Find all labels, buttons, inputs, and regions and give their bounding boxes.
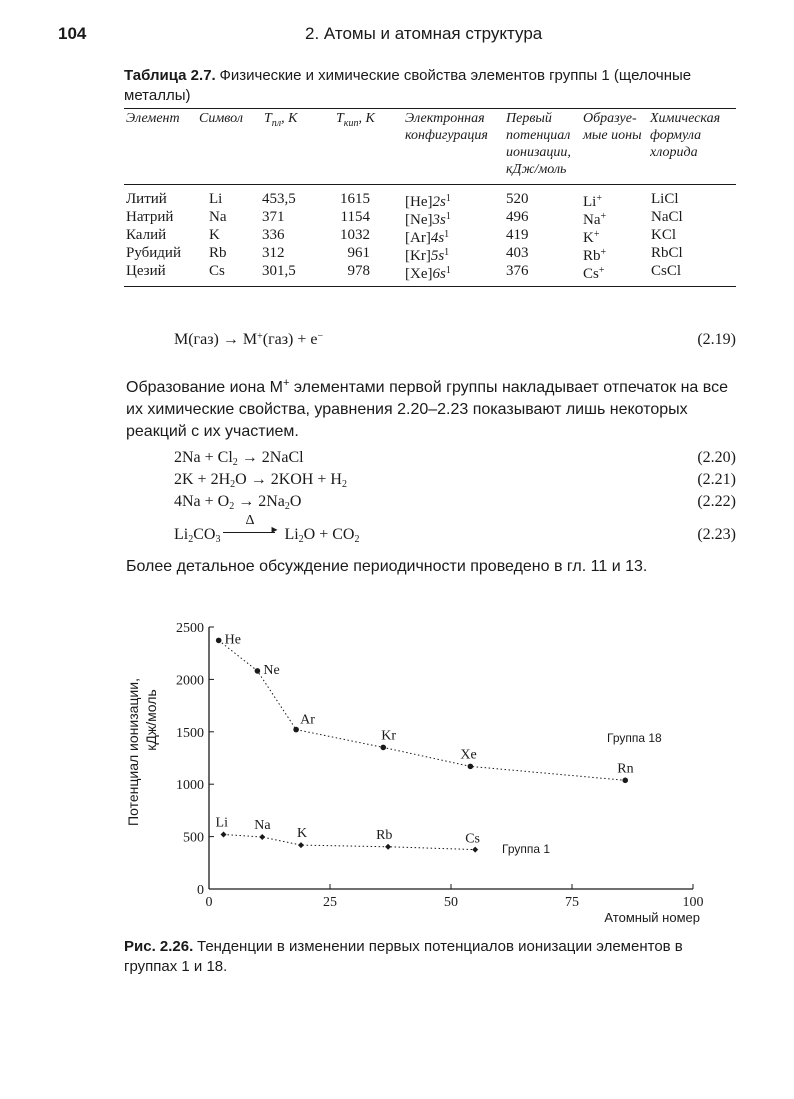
cell-symbol: K [209,227,220,243]
paragraph: Более детальное обсуждение периодичности проведено в гл. 11 и 13. [126,558,648,575]
data-point [385,844,391,850]
cell-tb: 978 [347,263,370,279]
data-point [293,727,299,733]
cell-ie: 419 [506,227,529,243]
y-axis-label: Потенциал ионизации, [125,678,141,826]
equation-number: (2.23) [697,526,736,543]
page-number: 104 [58,24,87,43]
table-header-rule [124,184,736,185]
chart-axes [209,627,693,889]
series-name-label: Группа 18 [607,731,662,745]
point-label: Kr [381,728,397,744]
cell-element: Калий [126,227,167,243]
x-tick-label: 75 [565,895,579,910]
series-group-1 [216,816,551,856]
cell-element: Рубидий [126,245,181,261]
table-caption [124,66,738,106]
series-group-18 [216,632,662,783]
cell-tb: 1154 [340,209,370,225]
y-tick-label: 2500 [176,621,204,636]
cell-ion: K+ [583,229,600,246]
equation-number: (2.22) [697,493,736,510]
point-label: Li [215,815,228,831]
col-header-tb: $T_{кип}$, K [336,111,375,129]
col-header-tm: $T_{пл}$, K [264,111,298,129]
x-tick-label: 25 [323,895,337,910]
cell-symbol: Na [209,209,227,225]
data-point [259,834,265,840]
cell-element: Натрий [126,209,174,225]
cell-ion: Li+ [583,193,602,210]
cell-tm: 453,5 [262,191,296,207]
table-top-rule [124,108,736,109]
col-header-element: Элемент [126,111,180,126]
cell-symbol: Li [209,191,223,207]
data-point [380,745,386,751]
data-point [216,638,222,644]
data-point [622,778,628,784]
data-point [255,668,261,674]
series-line [219,640,626,780]
y-tick-label: 1500 [176,725,204,741]
y-tick-label: 1000 [176,778,204,794]
point-label: He [224,632,242,648]
data-point [468,764,474,770]
table-label: Таблица 2.7. [124,67,216,84]
paragraph: Образование иона M+ элементами первой группы накладывает отпечаток на все их химические свойства, уравнения 2.20–2.23 показывают лишь некоторых реакций с их участием. [126,377,728,440]
cell-tm: 301,5 [262,263,296,279]
point-label: Rb [376,827,393,843]
cell-ion: Na+ [583,211,607,228]
point-label: K [296,826,308,842]
chart-ticks [176,621,704,910]
cell-chloride: CsCl [651,263,682,279]
cell-config: $[Ar]4s^1$ [405,229,450,246]
cell-tb: 1615 [340,191,370,207]
cell-config: $[Ne]3s^1$ [405,211,451,228]
cell-tb: 1032 [340,227,370,243]
cell-tm: 312 [262,245,285,261]
equation-2-19: M(газ) → M+(газ) + e− [174,331,324,348]
cell-symbol: Cs [209,263,225,279]
cell-ie: 520 [506,191,529,207]
col-header-symbol: Символ [199,111,243,126]
table-caption-text: Физические и химические свойства элементов группы 1 (щелочные металлы) [124,67,692,104]
series-line [224,835,476,850]
col-header-config: Электронная конфигурация [405,111,488,143]
equation-number: (2.20) [697,449,736,466]
y-tick-label: 0 [197,883,204,898]
data-point [472,847,478,853]
point-label: Xe [460,747,477,763]
equation-number: (2.19) [697,331,736,348]
x-tick-label: 50 [444,895,458,910]
y-tick-label: 2000 [176,673,204,689]
cell-config: $[Xe]6s^1$ [405,265,451,282]
point-label: Rn [617,761,634,777]
cell-config: $[Kr]5s^1$ [405,247,450,264]
cell-tm: 371 [262,209,285,225]
chart-series [216,632,663,856]
equation-2-23: $Li_2CO_3$ Δ ▸ $Li_2O + CO_2$ [174,513,360,545]
x-axis-label: Атомный номер [604,910,700,925]
point-label: Ne [263,662,280,678]
cell-ie: 403 [506,245,529,261]
delta-symbol: Δ [245,513,255,528]
figure-label: Рис. 2.26. [124,938,194,955]
cell-ion: Cs+ [583,265,605,282]
series-name-label: Группа 1 [502,842,551,856]
data-point [221,832,227,838]
point-label: Cs [465,831,480,847]
equation-2-20: $2Na + Cl_2$ → 2NaCl [174,449,304,468]
x-tick-label: 0 [205,895,213,910]
x-tick-label: 100 [682,895,704,910]
cell-chloride: KCl [651,227,677,243]
cell-chloride: NaCl [651,209,683,225]
cell-tb: 961 [347,245,370,261]
point-label: Na [254,818,271,834]
running-header: 2. Атомы и атомная структура [305,24,543,43]
y-tick-label: 500 [183,830,204,846]
data-point [298,842,304,848]
cell-element: Цезий [126,263,166,279]
table-bottom-rule [124,286,736,287]
cell-tm: 336 [262,227,285,243]
cell-element: Литий [126,191,167,207]
col-header-ie: Первый потенциал ионизации, кДж/моль [506,111,571,177]
cell-ie: 376 [506,263,529,279]
equation-number: (2.21) [697,471,736,488]
figure-caption [124,937,738,977]
cell-ion: Rb+ [583,247,607,264]
equation-2-21: $2K + 2H_2O \to 2KOH + H_2$ [174,471,347,490]
point-label: Ar [300,712,315,728]
equation-2-22: $4Na + O_2 \to 2Na_2O$ [174,493,302,512]
cell-chloride: RbCl [651,245,683,261]
cell-ie: 496 [506,209,529,225]
col-header-chloride: Химическая формула хлорида [650,111,721,160]
cell-config: $[He]2s^1$ [405,193,451,210]
cell-chloride: LiCl [651,191,679,207]
figure-caption-text: Тенденции в изменении первых потенциалов ионизации элементов в группах 1 и 18. [124,938,683,975]
y-axis-label-unit: кДж/моль [143,689,159,751]
cell-symbol: Rb [209,245,227,261]
col-header-ions: Образуе- мые ионы [583,111,642,143]
